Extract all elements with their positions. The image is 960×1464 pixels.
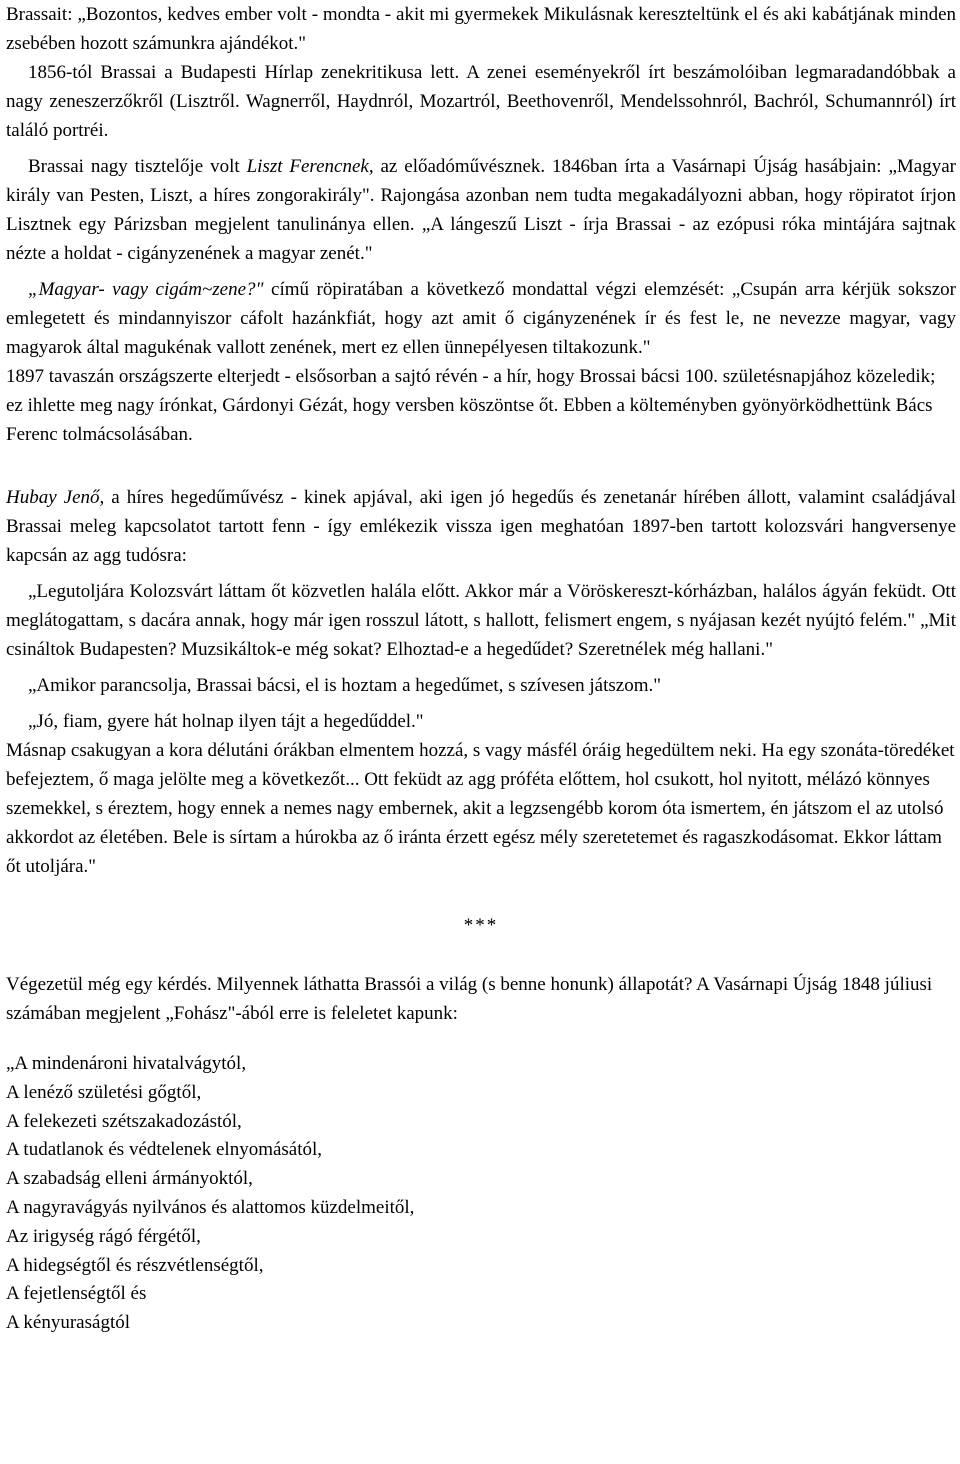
document-page: [6, 0, 956, 1338]
poem-line: A kényuraságtól: [6, 1312, 131, 1334]
poem-line: A szabadság elleni ármányoktól,: [6, 1168, 253, 1190]
paragraph-reply: [6, 671, 956, 700]
reply-text: „Amikor parancsolja, Brassai bácsi, el is hoztam a hegedűmet, s szívesen játszom.": [28, 675, 661, 696]
hubay-after: a híres hegedűművész - kinek apjával, aki igen jó hegedűs és zenetanár hírében állott, valamint családjával Brassai meleg kapcsolatot tartott fenn - így emlékezik vissza igen meghatóan 1897-ben tartott kolozsvári hangversenye kapcsán az agg tudósra:: [6, 487, 956, 566]
poem-fohasz: [6, 1050, 956, 1338]
poem-line: A lenéző születési gőgtől,: [6, 1081, 202, 1103]
paragraph-final-question: Végezetül még egy kérdés. Milyennek láthatta Brassói a világ (s benne honunk) állapotát? A Vasárnapi Újság 1848 júliusi számában megjelent „Fohász"-ából erre is feleletet kapunk:: [6, 974, 933, 1024]
hubay-quote-text: „Legutoljára Kolozsvárt láttam őt közvetlen halála előtt. Akkor már a Vöröskereszt-kórházban, halálos ágyán feküdt. Ott meglátogattam, s dacára annak, hogy már igen rosszul látott, s hallott, felismert engem, s nyájasan kezét nyújtó felém." „Mit csináltok Budapesten? Muzsikáltok-e még sokat? Elhoztad-e a hegedűdet? Szeretnélek még hallani.": [6, 581, 956, 660]
poem-line: A tudatlanok és védtelenek elnyomásától,: [6, 1139, 323, 1161]
poem-line: „A mindenároni hivatalvágytól,: [6, 1053, 247, 1074]
paragraph-1897: 1897 tavaszán országszerte elterjedt - elsősorban a sajtó révén - a hír, hogy Brossai bácsi 100. születésnapjához közeledik; ez ihlette meg nagy írónkat, Gárdonyi Gézát, hogy versben köszöntse őt. Ebben a költeményben gyönyörködhettünk Bács Ferenc tolmácsolásában.: [6, 366, 936, 445]
paragraph-next-day: Másnap csakugyan a kora délutáni órákban elmentem hozzá, s vagy másfél óráig hegedültem neki. Ha egy szonáta-töredéket befejeztem, ő maga jelölte meg a következőt... Ott feküdt az agg próféta előttem, hol csukott, hol nyitott, mélázó könnyes szemekkel, s éreztem, hogy ennek a nemes nagy embernek, akit a legzsengébb korom óta ismertem, én játszom el az utolsó akkordot az életében. Bele is sírtam a húrokba az ő iránta érzett egész mély szeretetemet és ragaszkodásomat. Ekkor láttam őt utoljára.": [6, 740, 955, 877]
paragraph-hubay-quote: [6, 577, 956, 664]
paragraph-liszt-after: az előadóművésznek. 1846ban írta a Vasárnapi Újság hasábjain: „Magyar király van Pesten, Liszt, a híres zongorakirály". Rajongása azonban nem tudta megakadályozni abban, hogy röpiratot írjon Lisztnek egy Párizsban megjelent tanulinánya ellen. „A lángeszű Liszt - írja Brassai - az ezópusi róka mintájára sajtnak nézte a holdat - cigányzenének a magyar zenét.": [6, 156, 957, 264]
poem-line: A hidegségtől és részvétlenségtől,: [6, 1254, 264, 1276]
paragraph-liszt-before: Brassai nagy tisztelője volt: [28, 156, 247, 177]
paragraph-come-tomorrow: [6, 707, 956, 736]
poem-line: A fejetlenségtől és: [6, 1283, 147, 1305]
poem-line: A nagyravágyás nyilvános és alattomos küzdelmeitől,: [6, 1196, 415, 1218]
paragraph-liszt: [6, 152, 956, 268]
paragraph-hubay: [6, 483, 956, 570]
paragraph-liszt-italic: Liszt Ferencnek,: [246, 156, 374, 177]
pamphlet-title: „Magyar- vagy cigám~zene?": [28, 279, 264, 300]
poem-line: Az irigység rágó férgétől,: [6, 1225, 201, 1247]
paragraph-brassai-quote: Brassait: „Bozontos, kedves ember volt - mondta - akit mi gyermekek Mikulásnak kereszteltünk el és aki kabátjának minden zsebében hozott számunkra ajándékot.": [6, 4, 956, 54]
paragraph-music-critic: 1856-tól Brassai a Budapesti Hírlap zenekritikusa lett. A zenei eseményekről írt beszámolóiban legmaradandóbbak a nagy zeneszerzőkről (Lisztről. Wagnerről, Haydnról, Mozartról, Beethovenről, Mendelssohnról, Bachról, Schumannról) írt találó portréi.: [6, 62, 956, 141]
section-separator: ***: [463, 915, 499, 936]
pamphlet-after: című röpiratában a következő mondattal végzi elemzését: „Csupán arra kérjük sokszor emlegetett és mindannyiszor cáfolt hazánkfiát, hogy azt amit ő cigányzenének ír és fest le, ne nevezze magyar, vagy magyarok által magukénak vallott zenének, mert ez ellen ünnepélyesen tiltakozunk.": [6, 279, 956, 358]
come-tomorrow-text: „Jó, fiam, gyere hát holnap ilyen tájt a hegedűddel.": [28, 711, 424, 732]
hubay-name: Hubay Jenő,: [6, 487, 105, 508]
poem-line: A felekezeti szétszakadozástól,: [6, 1110, 242, 1132]
paragraph-pamphlet: [6, 275, 956, 362]
